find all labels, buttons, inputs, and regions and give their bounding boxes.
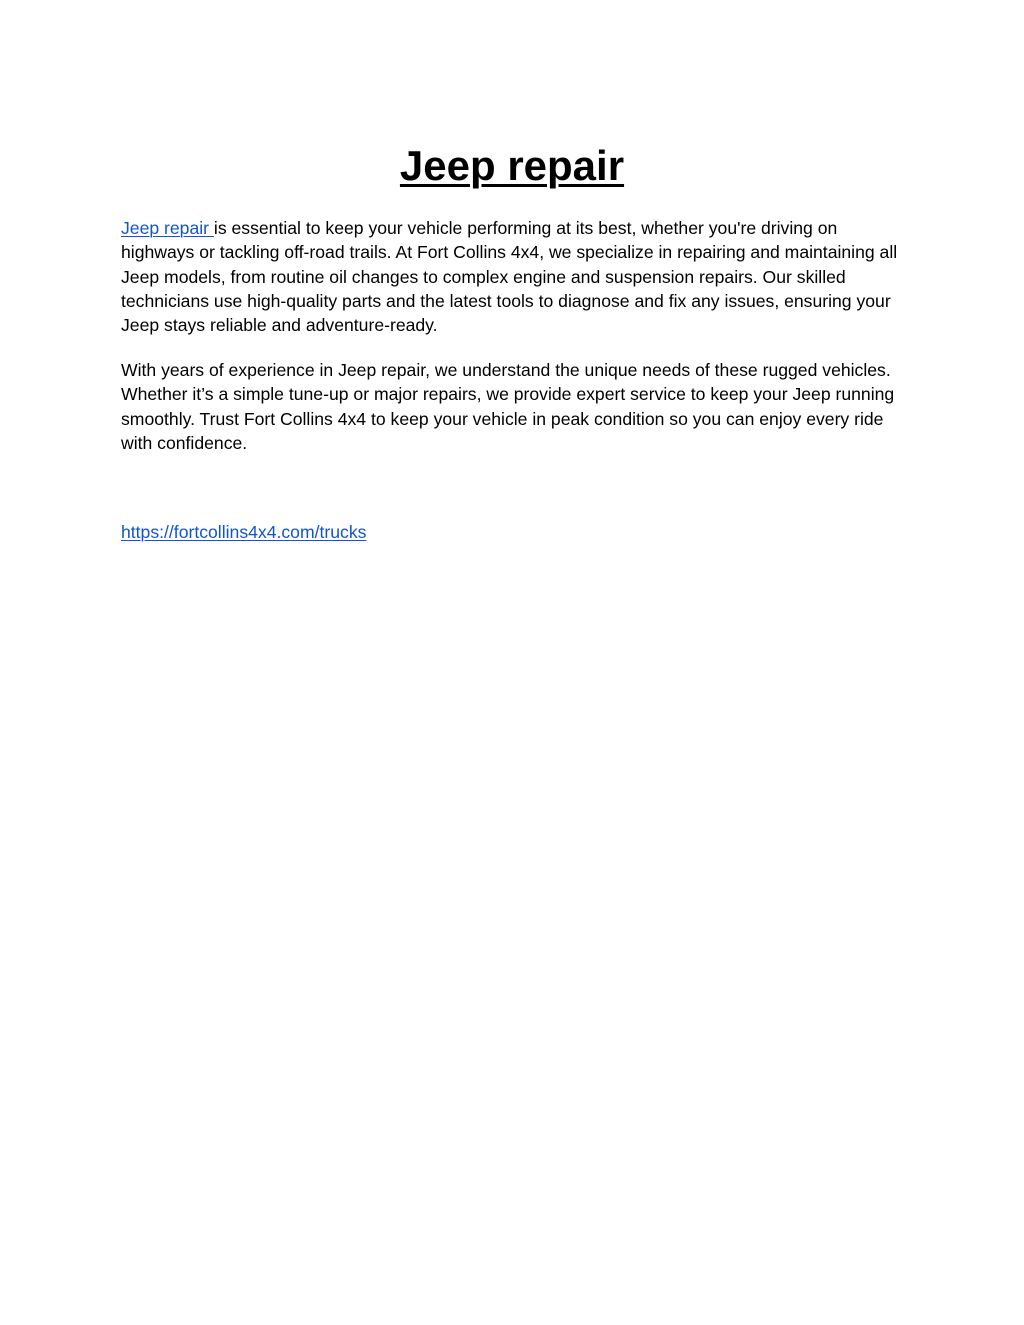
document-title: Jeep repair	[399, 142, 625, 189]
jeep-repair-link[interactable]: Jeep repair	[121, 218, 214, 238]
url-paragraph	[121, 520, 366, 544]
experience-paragraph: With years of experience in Jeep repair, we understand the unique needs of these rugged vehicles. Whether it’s a simple tune-up or major repairs, we provide expert service to keep your Jeep running smoothly. Trust Fort Collins 4x4 to keep your vehicle in peak condition so you can enjoy every ride with confidence.	[121, 360, 895, 453]
intro-paragraph-text: is essential to keep your vehicle performing at its best, whether you're driving on highways or tackling off-road trails. At Fort Collins 4x4, we specialize in repairing and maintaining all Jeep models, from routine oil changes to complex engine and suspension repairs. Our skilled technicians use high-quality parts and the latest tools to diagnose and fix any issues, ensuring your Jeep stays reliable and adventure-ready.	[121, 218, 898, 336]
intro-paragraph	[121, 216, 911, 337]
trucks-url-link[interactable]: https://fortcollins4x4.com/trucks	[121, 522, 367, 542]
